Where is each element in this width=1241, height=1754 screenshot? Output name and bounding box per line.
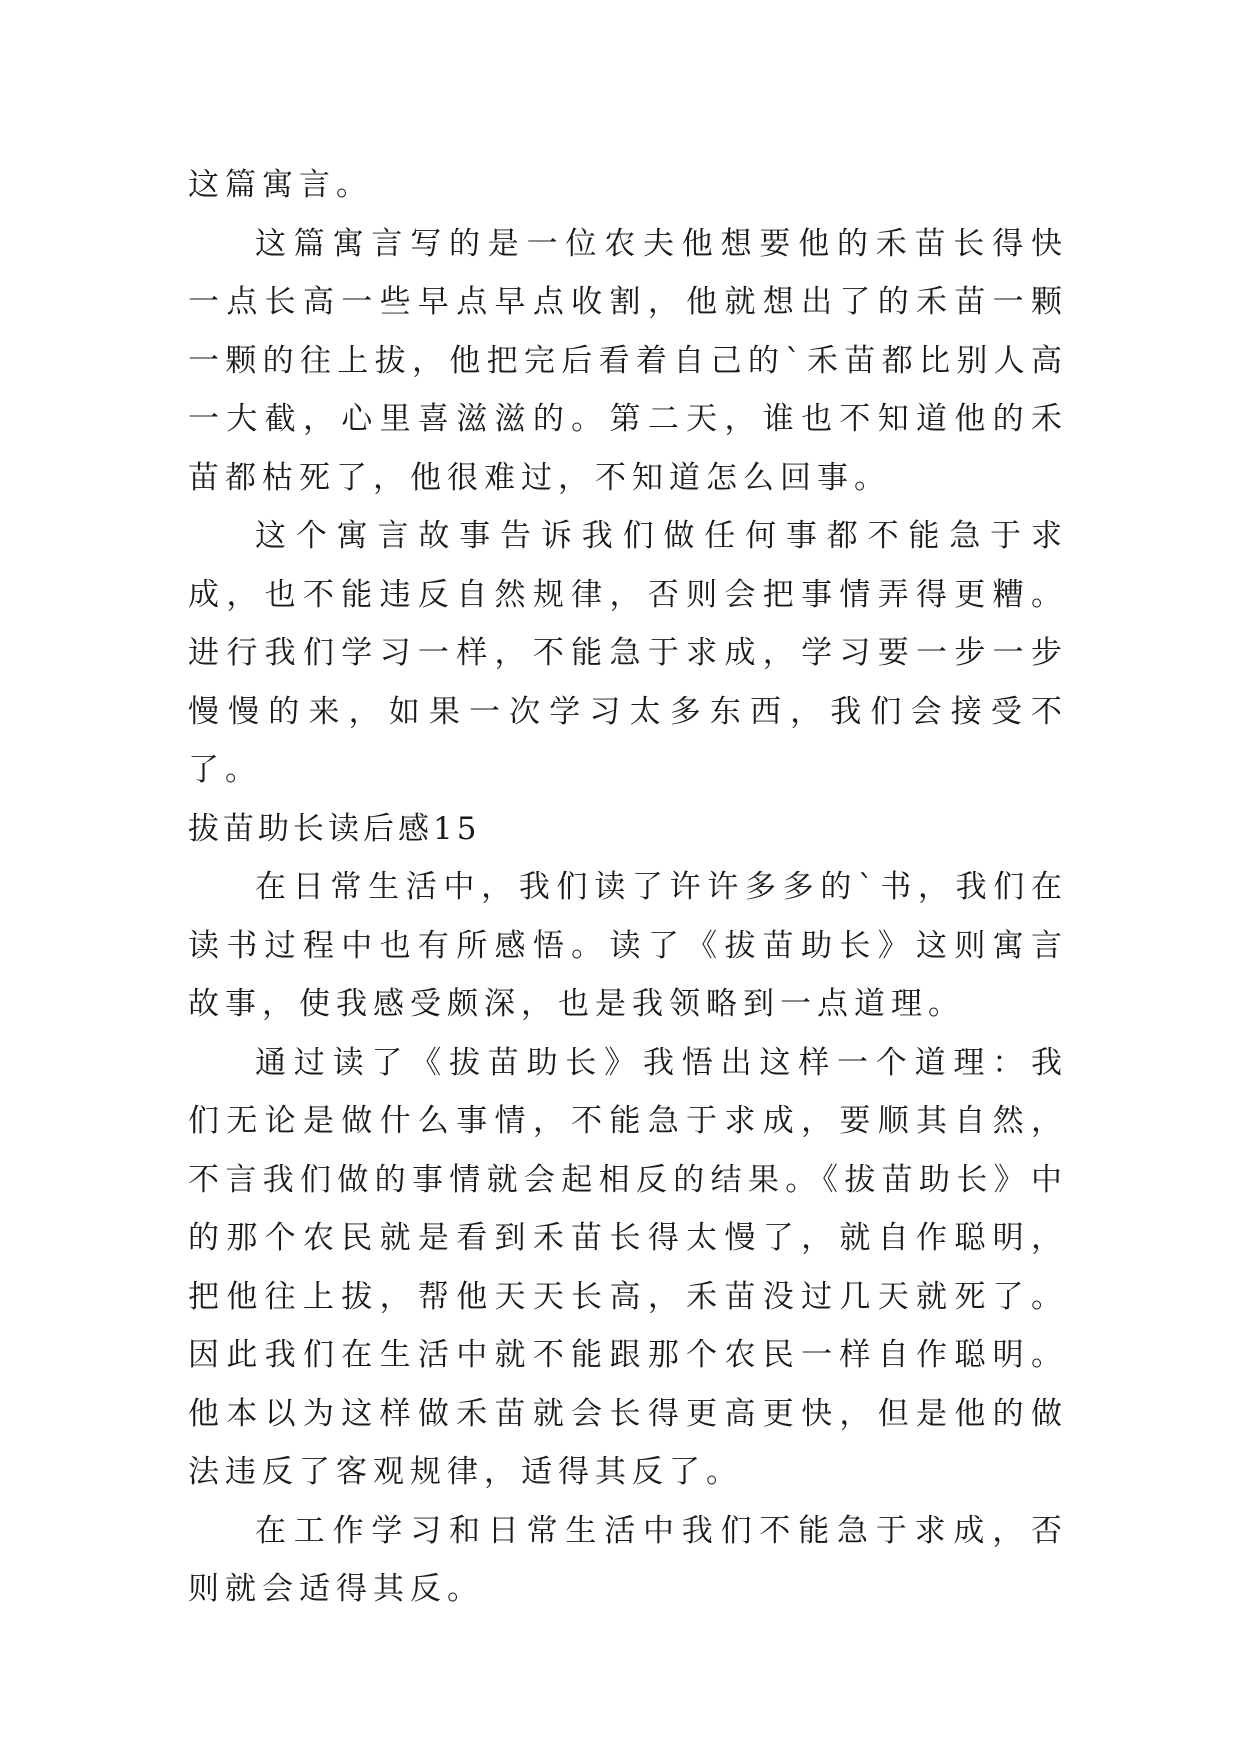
section-heading: 拔苗助长读后感15 (188, 810, 481, 847)
paragraph-reading-intro: 在日常生活中，我们读了许许多多的`书，我们在读书过程中也有所感悟。读了《拔苗助长》这则寓言故事，使我感受颇深，也是我领略到一点道理。 (188, 869, 1068, 1022)
paragraph-fable-lesson: 这个寓言故事告诉我们做任何事都不能急于求成，也不能违反自然规律，否则会把事情弄得更糟。进行我们学习一样，不能急于求成，学习要一步一步慢慢的来，如果一次学习太多东西，我们会接受不了。 (188, 518, 1068, 788)
paragraph-conclusion: 在工作学习和日常生活中我们不能急于求成，否则就会适得其反。 (188, 1512, 1068, 1607)
paragraph-continuation: 这篇寓言。 (188, 167, 373, 203)
paragraph-reading-insight: 通过读了《拔苗助长》我悟出这样一个道理：我们无论是做什么事情，不能急于求成，要顺其自然，不言我们做的事情就会起相反的结果。《拔苗助长》中的那个农民就是看到禾苗长得太慢了，就自作聪明，把他往上拔，帮他天天长高，禾苗没过几天就死了。因此我们在生活中就不能跟那个农民一样自作聪明。他本以为这样做禾苗就会长得更高更快，但是他的做法违反了客观规律，适得其反了。 (188, 1044, 1068, 1490)
paragraph-fable-summary: 这篇寓言写的是一位农夫他想要他的禾苗长得快一点长高一些早点早点收割，他就想出了的禾苗一颗一颗的往上拔，他把完后看着自己的`禾苗都比别人高一大截，心里喜滋滋的。第二天，谁也不知道他的禾苗都枯死了，他很难过，不知道怎么回事。 (188, 225, 1068, 496)
document-body (188, 156, 1068, 1619)
